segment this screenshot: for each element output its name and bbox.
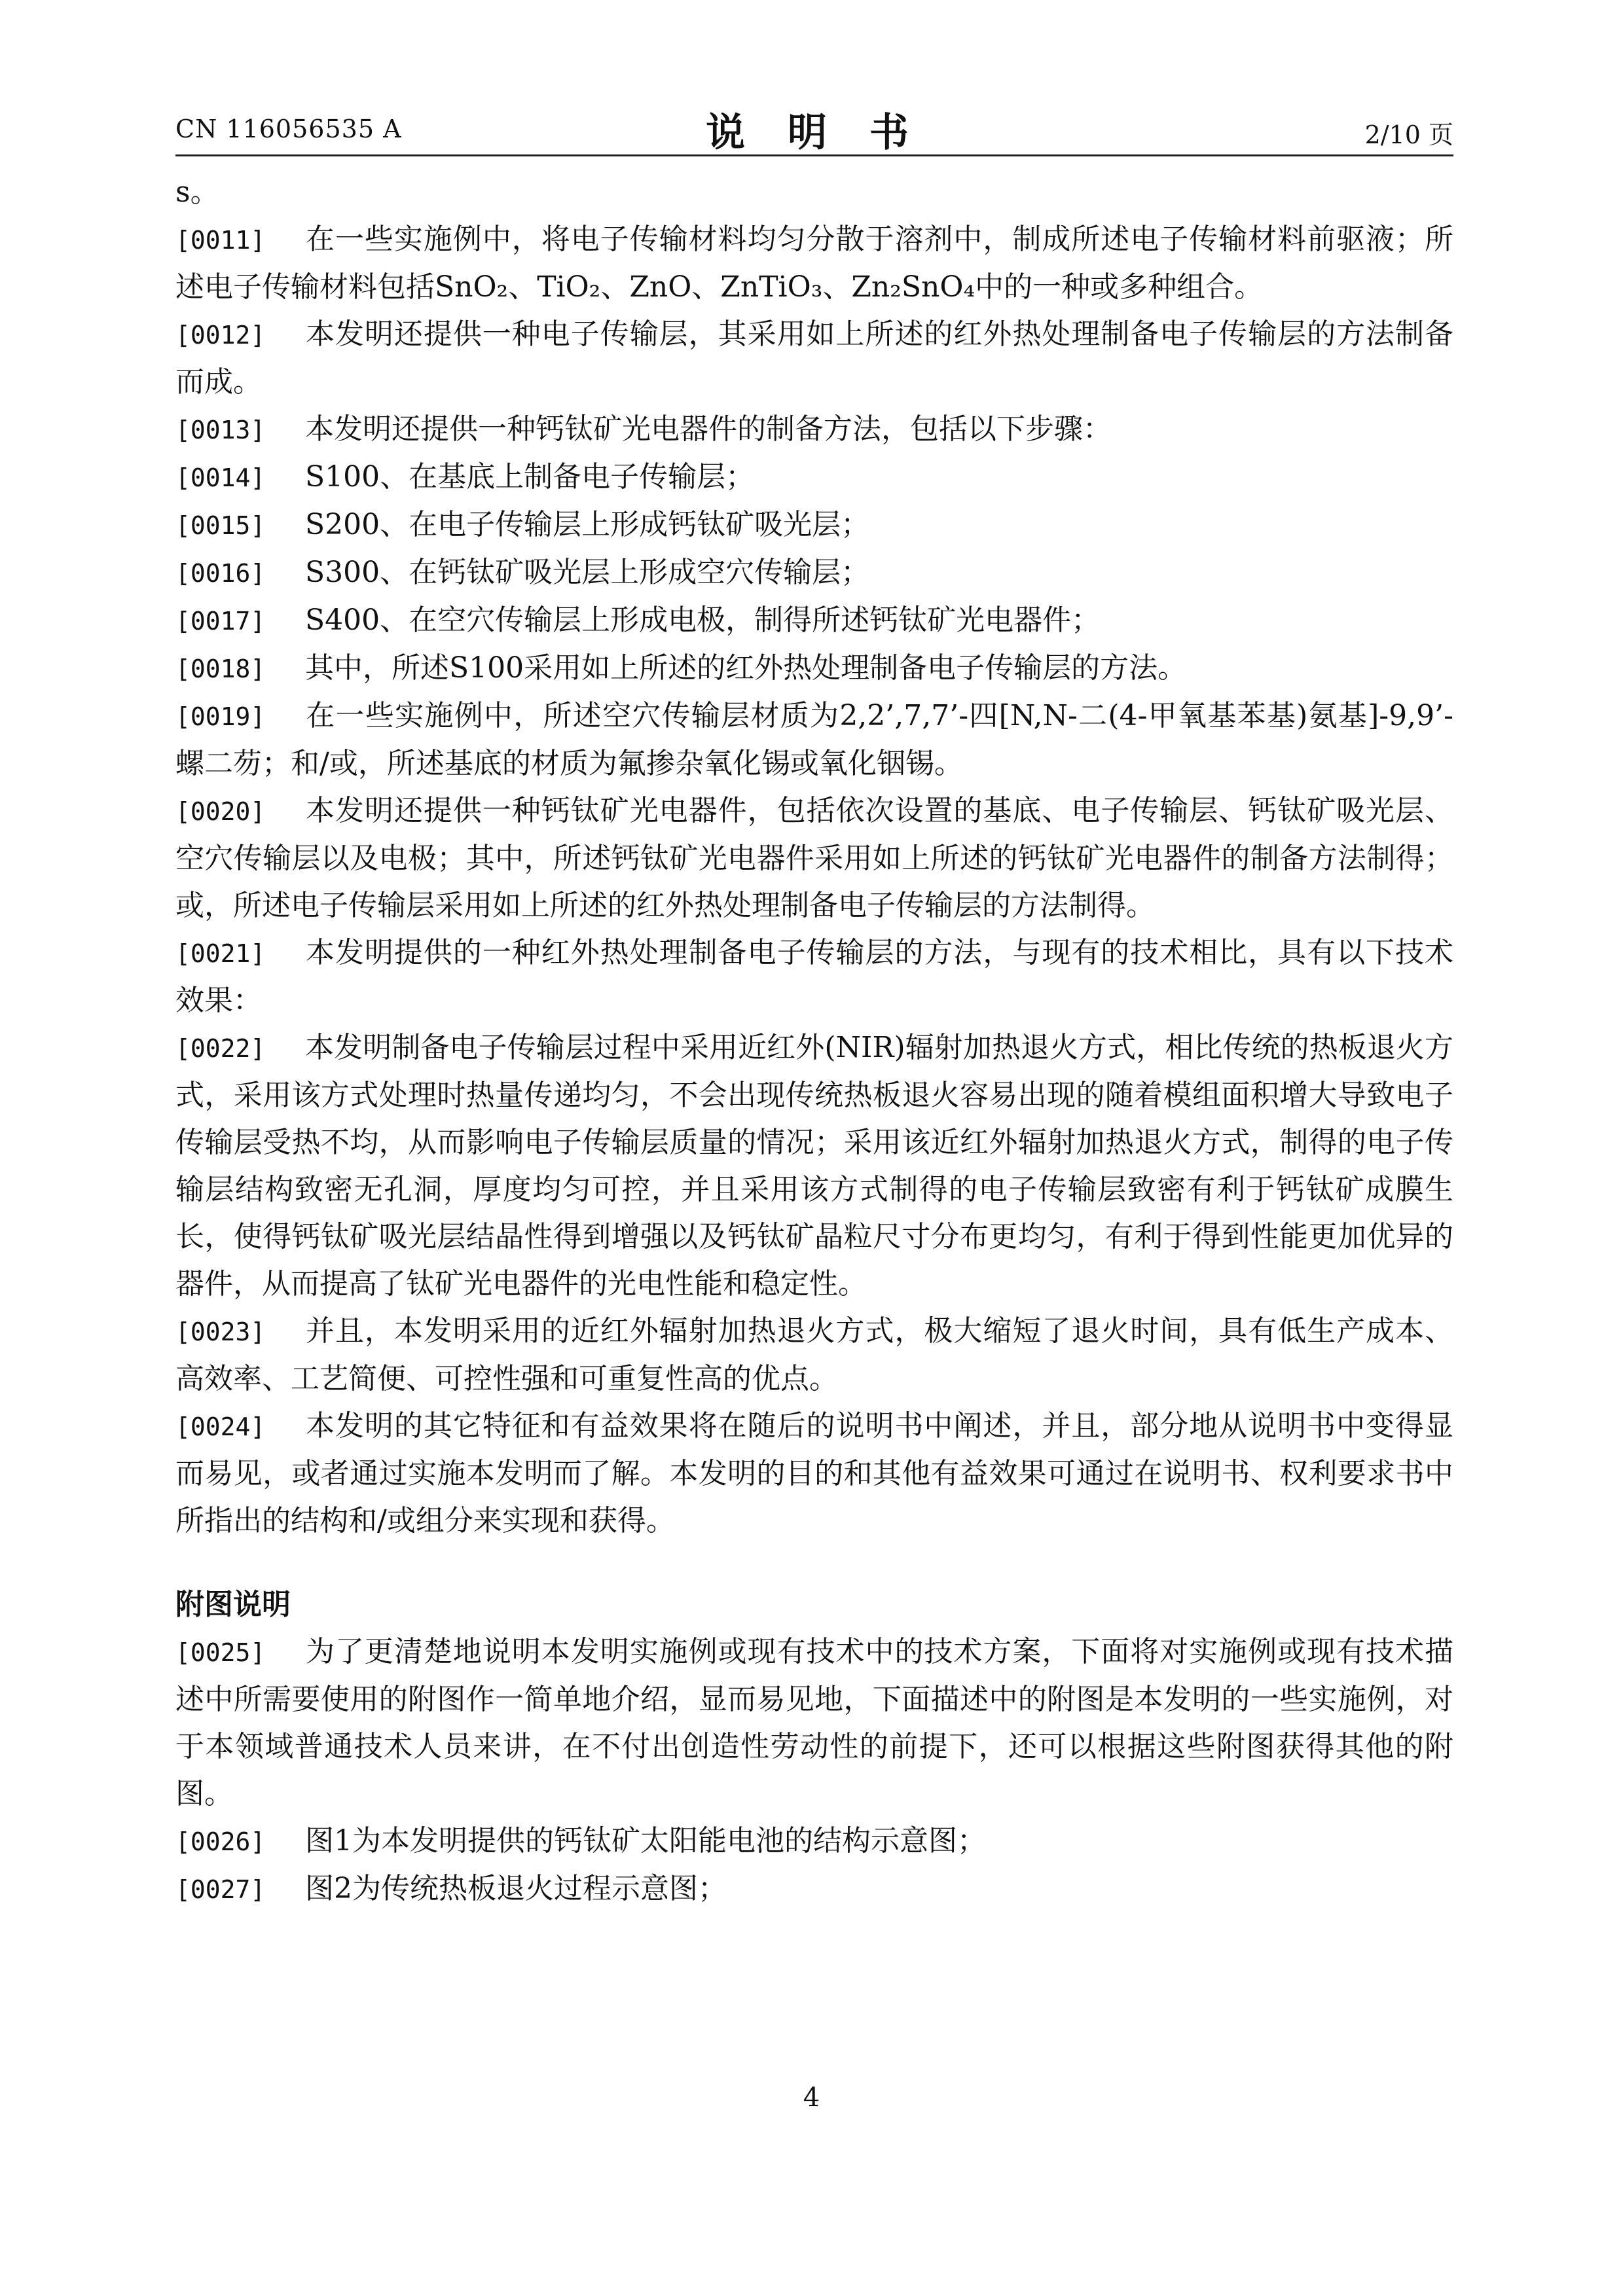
paragraph-number: [0025] [175, 1638, 266, 1667]
paragraph-text: s。 [175, 175, 219, 209]
paragraph-0014 [175, 454, 1453, 501]
document-body [175, 169, 1453, 1913]
paragraph-text: 本发明制备电子传输层过程中采用近红外(NIR)辐射加热退火方式，相比传统的热板退火方式，采用该方式处理时热量传递均匀，不会出现传统热板退火容易出现的随着模组面积增大导致电子传输层受热不均，从而影响电子传输层质量的情况；采用该近红外辐射加热退火方式，制得的电子传输层结构致密无孔洞，厚度均匀可控，并且采用该方式制得的电子传输层致密有利于钙钛矿成膜生长，使得钙钛矿吸光层结晶性得到增强以及钙钛矿晶粒尺寸分布更均匀，有利于得到性能更加优异的器件，从而提高了钛矿光电器件的光电性能和稳定性。 [175, 1031, 1453, 1300]
page-indicator: 2/10 页 [1364, 120, 1453, 149]
section-heading: 附图说明 [175, 1588, 291, 1621]
page-number: 4 [803, 2083, 820, 2113]
paragraph-text: 并且，本发明采用的近红外辐射加热退火方式，极大缩短了退火时间，具有低生产成本、高效率、工艺简便、可控性强和可重复性高的优点。 [175, 1314, 1453, 1395]
paragraph-number: [0011] [175, 226, 266, 255]
paragraph-text: 本发明还提供一种钙钛矿光电器件，包括依次设置的基底、电子传输层、钙钛矿吸光层、空穴传输层以及电极；其中，所述钙钛矿光电器件采用如上所述的钙钛矿光电器件的制备方法制得；或，所述电子传输层采用如上所述的红外热处理制备电子传输层的方法制得。 [175, 794, 1453, 922]
paragraph-number: [0026] [175, 1827, 266, 1856]
paragraph-text: S400、在空穴传输层上形成电极，制得所述钙钛矿光电器件； [305, 603, 1101, 637]
paragraph-number: [0018] [175, 655, 266, 683]
header-rule [175, 154, 1453, 156]
paragraph-0025 [175, 1628, 1453, 1818]
paragraph-text: 本发明的其它特征和有益效果将在随后的说明书中阐述，并且，部分地从说明书中变得显而易见，或者通过实施本发明而了解。本发明的目的和其他有益效果可通过在说明书、权利要求书中所指出的结构和/或组分来实现和获得。 [175, 1409, 1453, 1537]
paragraph-number: [0014] [175, 463, 266, 492]
paragraph-number: [0024] [175, 1412, 266, 1441]
paragraph-0013 [175, 406, 1453, 454]
paragraph-text: 在一些实施例中，所述空穴传输层材质为2,2’,7,7’-四[N,N-二(4-甲氧基苯基)氨基]-9,9’-螺二芴；和/或，所述基底的材质为氟掺杂氧化锡或氧化铟锡。 [175, 699, 1453, 780]
paragraph-number: [0019] [175, 702, 266, 731]
paragraph-number: [0021] [175, 939, 266, 968]
paragraph-0027 [175, 1865, 1453, 1913]
paragraph-number: [0017] [175, 607, 266, 636]
paragraph-0016 [175, 549, 1453, 597]
publication-number: CN 116056535 A [175, 115, 402, 143]
paragraph-0017 [175, 597, 1453, 645]
paragraph-0018 [175, 645, 1453, 692]
paragraph-text: 本发明提供的一种红外热处理制备电子传输层的方法，与现有的技术相比，具有以下技术效果： [175, 936, 1453, 1017]
paragraph-text: 图1为本发明提供的钙钛矿太阳能电池的结构示意图； [305, 1824, 986, 1857]
paragraph-number: [0013] [175, 416, 266, 444]
paragraph-text: 图2为传统热板退火过程示意图； [305, 1872, 727, 1905]
continuation-line [175, 169, 1453, 216]
paragraph-0019 [175, 692, 1453, 787]
paragraph-text: 其中，所述S100采用如上所述的红外热处理制备电子传输层的方法。 [305, 651, 1187, 685]
paragraph-0012 [175, 311, 1453, 406]
paragraph-text: S300、在钙钛矿吸光层上形成空穴传输层； [305, 556, 870, 589]
paragraph-0015 [175, 501, 1453, 549]
paragraph-0023 [175, 1308, 1453, 1403]
paragraph-text: S100、在基底上制备电子传输层； [305, 460, 755, 493]
paragraph-number: [0023] [175, 1318, 266, 1346]
page-header [175, 101, 1453, 154]
paragraph-text: 在一些实施例中，将电子传输材料均匀分散于溶剂中，制成所述电子传输材料前驱液；所述电子传输材料包括SnO₂、TiO₂、ZnO、ZnTiO₃、Zn₂SnO₄中的一种或多种组合。 [175, 223, 1453, 304]
paragraph-text: 为了更清楚地说明本发明实施例或现有技术中的技术方案，下面将对实施例或现有技术描述中所需要使用的附图作一简单地介绍，显而易见地，下面描述中的附图是本发明的一些实施例，对于本领域普通技术人员来讲，在不付出创造性劳动性的前提下，还可以根据这些附图获得其他的附图。 [175, 1635, 1453, 1810]
paragraph-0022 [175, 1024, 1453, 1308]
paragraph-number: [0012] [175, 321, 266, 350]
paragraph-text: S200、在电子传输层上形成钙钛矿吸光层； [305, 508, 870, 541]
paragraph-0011 [175, 216, 1453, 311]
paragraph-0020 [175, 787, 1453, 929]
document-title: 说 明 书 [706, 110, 923, 156]
paragraph-text: 本发明还提供一种钙钛矿光电器件的制备方法，包括以下步骤： [305, 412, 1112, 446]
paragraph-number: [0016] [175, 559, 266, 588]
paragraph-0024 [175, 1403, 1453, 1545]
paragraph-number: [0020] [175, 797, 266, 826]
paragraph-0026 [175, 1818, 1453, 1865]
paragraph-0021 [175, 929, 1453, 1024]
section-spacer [175, 1545, 1453, 1581]
paragraph-number: [0027] [175, 1875, 266, 1904]
paragraph-text: 本发明还提供一种电子传输层，其采用如上所述的红外热处理制备电子传输层的方法制备而成。 [175, 317, 1453, 399]
paragraph-number: [0015] [175, 511, 266, 540]
paragraph-number: [0022] [175, 1034, 266, 1063]
